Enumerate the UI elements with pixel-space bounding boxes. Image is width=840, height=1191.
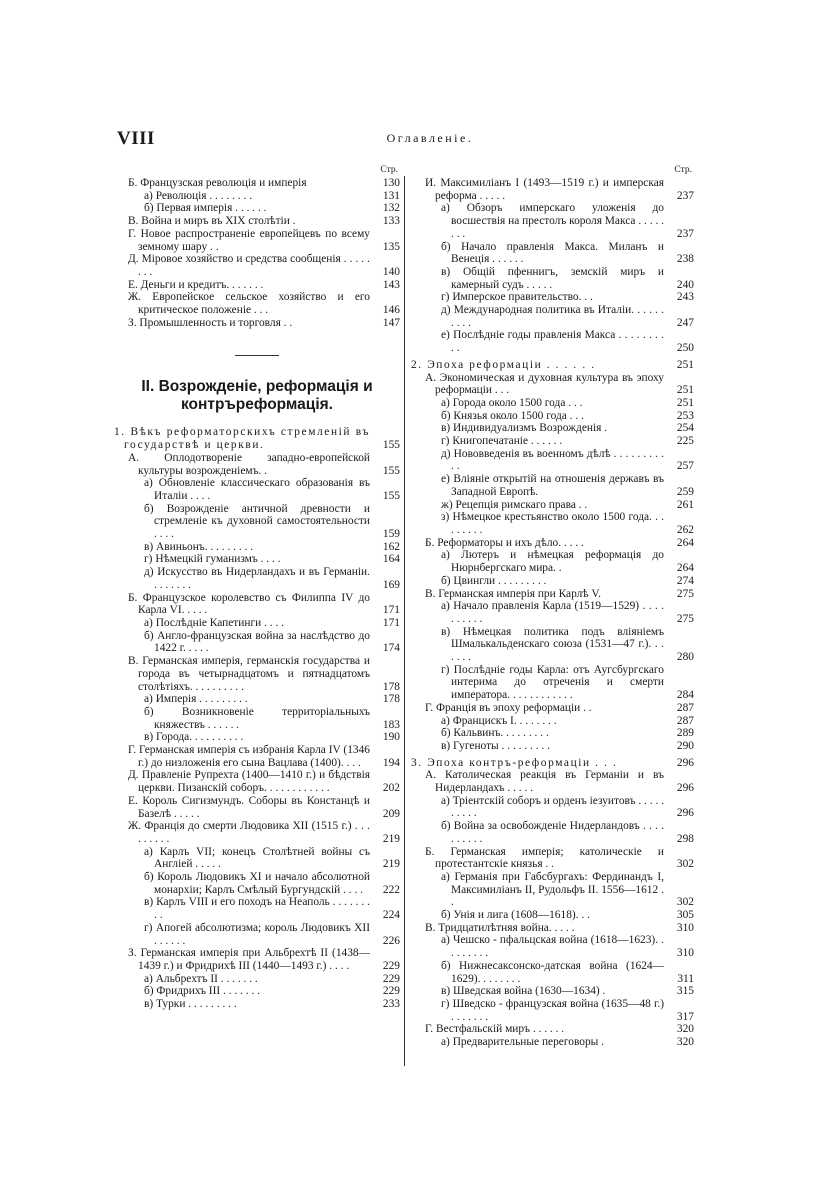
toc-entry-title: Б. Реформаторы и ихъ дѣло. . . . .	[425, 536, 584, 549]
toc-entry[interactable]	[114, 317, 400, 330]
toc-entry-title: 2. Эпоха реформаціи . . . . . .	[411, 358, 596, 371]
toc-entry[interactable]	[411, 702, 694, 715]
toc-entry-page: 155	[382, 489, 400, 502]
toc-entry-page: 169	[382, 578, 400, 591]
toc-entry-title: в) Нѣмецкая политика подъ вліяніемъ Шмалькальденскаго союза (1531—47 г.). . . . . . .	[441, 625, 664, 664]
toc-entry-title: а) Предварительные переговоры .	[441, 1036, 604, 1049]
toc-entry-title: В. Война и миръ въ XIX столѣтіи .	[128, 215, 296, 228]
toc-entry-title: а) Обзоръ имперскаго уложенія до восшествія на престолъ короля Макса . . . . . . . .	[441, 202, 664, 240]
toc-entry-title: А. Католическая реакція въ Германіи и въ Нидерландахъ . . . . .	[425, 769, 664, 795]
toc-entry-page: 183	[382, 718, 400, 731]
toc-entry-title: В. Германская имперія при Карлѣ V.	[425, 587, 601, 600]
toc-entry[interactable]	[411, 769, 694, 794]
toc-entry-title: Д. Міровое хозяйство и средства сообщенія . . . . . . . .	[128, 253, 370, 278]
toc-entry-title: г) Имперское правительство. . .	[441, 291, 593, 304]
toc-entry-title: в) Турки . . . . . . . . .	[144, 998, 237, 1011]
toc-entry-title: ж) Рецепція римскаго права . .	[441, 498, 588, 511]
toc-entry-title: б) Нижнесаксонско-датская война (1624—1629). . . . . . . .	[441, 959, 664, 985]
toc-entry[interactable]	[411, 588, 694, 601]
toc-entry-title: г) Шведско - французская война (1635—48 г.) . . . . . . .	[441, 998, 664, 1023]
toc-entry[interactable]	[411, 241, 694, 266]
toc-entry-page: 315	[676, 985, 694, 998]
toc-entry[interactable]	[114, 820, 400, 845]
toc-entry[interactable]	[114, 452, 400, 477]
toc-entry-title: Ж. Европейское сельское хозяйство и его критическое положеніе . . .	[128, 291, 370, 317]
toc-entry-page: 298	[676, 832, 694, 845]
toc-entry[interactable]	[114, 426, 400, 451]
toc-entry[interactable]	[114, 846, 400, 871]
toc-entry[interactable]	[411, 177, 694, 202]
toc-entry[interactable]	[411, 422, 694, 435]
toc-entry-title: Д. Правленіе Рупрехта (1400—1410 г.) и бѣдствія церкви. Пизанскій соборъ. . . . . . . . . . . .	[128, 769, 370, 795]
toc-entry-title: в) Гугеноты . . . . . . . . .	[441, 739, 550, 752]
toc-entry-page: 178	[382, 693, 400, 706]
toc-entry-page: 262	[676, 523, 694, 536]
toc-entry-page: 226	[382, 934, 400, 947]
toc-entry[interactable]	[114, 630, 400, 655]
toc-entry-page: 131	[382, 189, 400, 202]
toc-entry-title: Е. Король Сигизмундъ. Соборы въ Констанцѣ и Базелѣ . . . . .	[128, 794, 370, 820]
toc-entry-page: 275	[676, 587, 694, 600]
toc-entry-page: 257	[676, 460, 694, 473]
toc-entry-title: З. Германская имперія при Альбрехтѣ II (1438—1439 г.) и Фридрихѣ III (1440—1493 г.) . . . .	[128, 947, 370, 972]
toc-entry-page: 219	[382, 858, 400, 871]
toc-entry-page: 155	[382, 464, 400, 477]
toc-entry[interactable]	[411, 909, 694, 922]
toc-entry-title: а) Тріентскій соборъ и орденъ іезуитовъ . . . . . . . . . .	[441, 794, 664, 820]
toc-entry-title: Г. Новое распространеніе европейцевъ по всему земному шару . .	[128, 227, 370, 253]
toc-entry[interactable]	[114, 998, 400, 1011]
section-title: II. Возрожденіе, реформація и контръреформація.	[141, 378, 373, 414]
toc-entry[interactable]	[411, 664, 694, 702]
toc-entry-page: 275	[676, 612, 694, 625]
toc-entry[interactable]	[114, 922, 400, 947]
toc-entry-title: б) Фридрихъ III . . . . . . .	[144, 985, 261, 998]
toc-entry-page: 162	[382, 540, 400, 553]
toc-entry-page: 140	[382, 265, 400, 278]
toc-entry[interactable]	[114, 731, 400, 744]
toc-entry-title: а) Францискъ I. . . . . . . .	[441, 714, 557, 727]
toc-entry-page: 237	[676, 227, 694, 240]
toc-entry[interactable]	[411, 998, 694, 1023]
toc-entry[interactable]	[411, 448, 694, 473]
toc-entry-title: Г. Вестфальскій миръ . . . . . .	[425, 1023, 565, 1036]
toc-entry-page: 251	[676, 396, 694, 409]
toc-entry-title: д) Нововведенія въ военномъ дѣлѣ . . . . . . . . . . .	[441, 447, 664, 473]
toc-entry-page: 296	[676, 807, 694, 820]
toc-entry-page: 251	[676, 358, 694, 371]
toc-entry-page: 253	[676, 409, 694, 422]
toc-entry[interactable]	[114, 477, 400, 502]
toc-entry[interactable]	[114, 503, 400, 541]
toc-entry-title: в) Карлъ VIII и его походъ на Неаполь . . . . . . . . .	[144, 896, 370, 922]
toc-entry[interactable]	[114, 655, 400, 693]
toc-entry-page: 243	[676, 291, 694, 304]
toc-entry-page: 238	[676, 253, 694, 266]
toc-entry[interactable]	[114, 592, 400, 617]
toc-entry-title: а) Карлъ VII; конецъ Столѣтней войны съ Англіей . . . . .	[144, 845, 370, 871]
toc-entry-title: б) Англо-французская война за наслѣдство до 1422 г. . . . .	[144, 629, 370, 655]
toc-entry[interactable]	[411, 985, 694, 998]
column-divider	[404, 176, 405, 1066]
toc-entry[interactable]	[114, 617, 400, 630]
toc-entry[interactable]	[114, 769, 400, 794]
toc-entry[interactable]	[114, 541, 400, 554]
toc-entry[interactable]	[411, 715, 694, 728]
toc-entry[interactable]	[114, 291, 400, 316]
toc-entry-title: г) Послѣдніе годы Карла: отъ Аугсбургскаго интерима до отреченія и смерти императора. . . . . . . . . . . .	[441, 663, 664, 702]
toc-entry-page: 237	[676, 189, 694, 202]
toc-entry-page: 229	[382, 959, 400, 972]
toc-list-top	[114, 177, 400, 329]
toc-entry-page: 229	[382, 985, 400, 998]
toc-entry[interactable]	[114, 253, 400, 278]
toc-entry-page: 287	[676, 701, 694, 714]
toc-entry-title: а) Послѣдніе Капетинги . . . .	[144, 616, 285, 629]
toc-entry-title: А. Оплодотвореніе западно-европейской культуры возрожденіемъ. .	[128, 451, 370, 477]
toc-entry[interactable]	[114, 190, 400, 203]
toc-entry[interactable]	[411, 727, 694, 740]
toc-entry-title: д) Международная политика въ Италіи. . . . . . . . . .	[441, 304, 664, 329]
toc-entry-page: 250	[676, 342, 694, 355]
toc-entry-title: б) Возрожденіе античной древности и стремленіе къ духовной самостоятельности . . . .	[144, 502, 370, 541]
left-column	[114, 163, 400, 1011]
toc-entry[interactable]	[411, 537, 694, 550]
toc-entry-title: б) Кальвинъ. . . . . . . . .	[441, 727, 549, 740]
toc-entry-title: в) Общій пфеннигъ, земскій миръ и камерный судъ . . . . .	[441, 265, 664, 291]
toc-entry-page: 287	[676, 714, 694, 727]
toc-entry-title: в) Шведская война (1630—1634) .	[441, 985, 606, 998]
toc-entry-title: Ж. Франція до смерти Людовика XII (1515 г.) . . . . . . . . .	[128, 820, 370, 845]
running-title: Оглавленіе.	[386, 131, 474, 145]
toc-entry[interactable]	[114, 744, 400, 769]
toc-entry-title: а) Чешско - пфальцская война (1618—1623). . . . . . . . .	[441, 934, 664, 960]
toc-entry-page: 320	[676, 1023, 694, 1036]
toc-entry-title: б) Князья около 1500 года . . .	[441, 409, 584, 422]
toc-entry-page: 202	[382, 782, 400, 795]
toc-entry-page: 233	[382, 998, 400, 1011]
toc-entry-page: 251	[676, 384, 694, 397]
toc-entry[interactable]	[411, 740, 694, 753]
toc-entry[interactable]	[411, 600, 694, 625]
toc-entry-title: д) Искусство въ Нидерландахъ и въ Германіи. . . . . . . .	[144, 566, 370, 591]
right-column	[411, 163, 694, 1049]
toc-list	[411, 177, 694, 1049]
toc-entry-page: 280	[676, 651, 694, 664]
toc-entry[interactable]	[411, 304, 694, 329]
toc-entry-page: 296	[676, 782, 694, 795]
toc-entry-page: 247	[676, 316, 694, 329]
toc-entry-title: б) Первая имперія . . . . . .	[144, 202, 267, 215]
toc-entry-page: 284	[676, 689, 694, 702]
toc-entry-title: г) Апогей абсолютизма; король Людовикъ XII . . . . . .	[144, 921, 370, 947]
toc-entry-page: 296	[676, 756, 694, 769]
toc-entry[interactable]	[411, 511, 694, 536]
toc-entry-page: 289	[676, 727, 694, 740]
toc-entry[interactable]	[411, 1023, 694, 1036]
toc-entry-title: З. Промышленность и торговля . .	[128, 316, 293, 329]
toc-entry[interactable]	[411, 549, 694, 574]
toc-entry[interactable]	[411, 329, 694, 354]
toc-entry-title: Б. Германская имперія; католическіе и протестантскіе князья . .	[425, 845, 664, 871]
toc-entry-title: в) Авиньонъ. . . . . . . . .	[144, 540, 254, 553]
toc-entry[interactable]	[411, 410, 694, 423]
toc-entry-title: Б. Французская революція и имперія	[128, 177, 307, 189]
toc-entry-page: 178	[382, 680, 400, 693]
toc-entry[interactable]	[411, 473, 694, 498]
toc-entry[interactable]	[411, 922, 694, 935]
toc-entry-page: 194	[382, 756, 400, 769]
toc-entry-page: 171	[382, 616, 400, 629]
toc-entry[interactable]	[411, 1036, 694, 1049]
toc-entry[interactable]	[411, 435, 694, 448]
toc-entry[interactable]	[114, 202, 400, 215]
toc-entry-page: 240	[676, 278, 694, 291]
toc-entry-page: 209	[382, 807, 400, 820]
toc-entry[interactable]	[114, 228, 400, 253]
toc-entry-page: 302	[676, 858, 694, 871]
toc-entry[interactable]	[411, 575, 694, 588]
toc-entry-page: 320	[676, 1036, 694, 1049]
toc-entry-page: 159	[382, 528, 400, 541]
toc-entry[interactable]	[411, 291, 694, 304]
toc-entry[interactable]	[411, 757, 694, 770]
toc-entry-title: Е. Деньги и кредитъ. . . . . . .	[128, 278, 264, 291]
toc-entry-page: 302	[676, 896, 694, 909]
toc-entry[interactable]	[411, 846, 694, 871]
toc-entry-title: б) Война за освобожденіе Нидерландовъ . . . . . . . . . .	[441, 820, 664, 845]
toc-entry[interactable]	[411, 499, 694, 512]
toc-entry-page: 222	[382, 883, 400, 896]
folio-number: VIII	[117, 128, 155, 149]
toc-entry-title: в) Индивидуализмъ Возрожденія .	[441, 422, 608, 435]
toc-entry-page: 254	[676, 422, 694, 435]
toc-entry-page: 310	[676, 921, 694, 934]
toc-entry[interactable]	[411, 934, 694, 959]
toc-entry-title: 3. Эпоха контръ-реформаціи . . .	[411, 756, 618, 769]
toc-entry-title: б) Цвингли . . . . . . . . .	[441, 574, 547, 587]
toc-entry[interactable]	[114, 973, 400, 986]
toc-entry-title: а) Имперія . . . . . . . . .	[144, 693, 248, 706]
toc-entry[interactable]	[114, 215, 400, 228]
toc-entry[interactable]	[114, 566, 400, 591]
page-column-label: Стр.	[674, 165, 692, 175]
toc-entry-page: 264	[676, 562, 694, 575]
toc-entry[interactable]	[411, 626, 694, 664]
toc-entry[interactable]	[411, 397, 694, 410]
toc-entry-title: б) Возникновеніе территоріальныхъ княжествъ . . . . . .	[144, 705, 370, 731]
toc-entry-title: в) Города. . . . . . . . . .	[144, 731, 244, 744]
toc-entry-page: 264	[676, 536, 694, 549]
toc-entry-page: 164	[382, 553, 400, 566]
toc-entry-page: 147	[382, 316, 400, 329]
toc-entry-page: 155	[382, 439, 400, 452]
toc-entry-page: 171	[382, 604, 400, 617]
toc-entry[interactable]	[411, 871, 694, 909]
page-column-label: Стр.	[380, 165, 398, 175]
toc-entry-title: а) Обновленіе классическаго образованія въ Италіи . . . .	[144, 477, 370, 502]
toc-entry[interactable]	[114, 795, 400, 820]
toc-entry-page: 132	[382, 202, 400, 215]
toc-entry-title: е) Вліяніе открытій на отношенія державъ въ Западной Европѣ.	[441, 473, 664, 498]
toc-entry-title: а) Лютеръ и нѣмецкая реформація до Нюрнбергскаго мира. .	[441, 549, 664, 575]
toc-entry[interactable]	[411, 960, 694, 985]
toc-entry-title: а) Альбрехтъ II . . . . . . .	[144, 972, 258, 985]
toc-entry-title: а) Начало правленія Карла (1519—1529) . . . . . . . . . .	[441, 600, 664, 625]
toc-entry[interactable]	[114, 871, 400, 896]
section-divider	[235, 355, 279, 356]
toc-entry-title: г) Книгопечатаніе . . . . . .	[441, 435, 563, 448]
toc-entry-page: 133	[382, 215, 400, 228]
toc-entry[interactable]	[114, 896, 400, 921]
toc-entry-title: Г. Германская имперія съ избранія Карла IV (1346 г.) до низложенія его сына Вацлава (1400). . . .	[128, 744, 370, 769]
toc-entry-page: 143	[382, 278, 400, 291]
toc-entry-page: 290	[676, 739, 694, 752]
toc-entry-title: Б. Французское королевство съ Филиппа IV до Карла VI. . . . .	[128, 591, 370, 617]
toc-entry[interactable]	[114, 947, 400, 972]
toc-entry[interactable]	[114, 177, 400, 190]
toc-entry-page: 219	[382, 832, 400, 845]
toc-entry-page: 274	[676, 574, 694, 587]
toc-entry[interactable]	[114, 279, 400, 292]
toc-entry[interactable]	[411, 820, 694, 845]
toc-entry-title: Г. Франція въ эпоху реформаціи . .	[425, 701, 592, 714]
toc-entry-page: 174	[382, 642, 400, 655]
toc-entry-title: В. Тридцатилѣтняя война. . . . .	[425, 921, 575, 934]
toc-entry-title: б) Начало правленія Макса. Миланъ и Венеція . . . . . .	[441, 240, 664, 266]
toc-entry-page: 224	[382, 909, 400, 922]
toc-entry-title: А. Экономическая и духовная культура въ эпоху реформаціи . . .	[425, 371, 664, 397]
toc-entry[interactable]	[114, 706, 400, 731]
toc-entry-title: е) Послѣдніе годы правленія Макса . . . . . . . . . .	[441, 329, 664, 355]
toc-entry[interactable]	[411, 359, 694, 372]
toc-entry-page: 229	[382, 972, 400, 985]
toc-entry-page: 311	[677, 972, 694, 985]
toc-list	[114, 426, 400, 1010]
toc-entry-page: 135	[382, 240, 400, 253]
toc-entry-title: а) Города около 1500 года . . .	[441, 396, 583, 409]
toc-entry[interactable]	[114, 553, 400, 566]
toc-entry[interactable]	[114, 693, 400, 706]
toc-entry[interactable]	[411, 372, 694, 397]
toc-entry-title: В. Германская имперія, германскія государства и города въ четырнадцатомъ и пятнадцатомъ столѣтіяхъ. . . . . . . . . .	[128, 655, 370, 693]
toc-entry-title: б) Король Людовикъ XI и начало абсолютной монархіи; Карлъ Смѣлый Бургундскій . . . .	[144, 871, 370, 896]
toc-entry-title: з) Нѣмецкое крестьянство около 1500 года. . . . . . . . .	[441, 511, 664, 536]
toc-entry-page: 305	[676, 909, 694, 922]
toc-entry-page: 317	[676, 1010, 694, 1023]
toc-entry-page: 146	[382, 304, 400, 317]
toc-entry[interactable]	[411, 795, 694, 820]
toc-entry-page: 130	[382, 177, 400, 189]
toc-entry-page: 190	[382, 731, 400, 744]
toc-entry-title: г) Нѣмецкій гуманизмъ . . . .	[144, 553, 281, 566]
toc-entry-page: 225	[676, 435, 694, 448]
toc-entry[interactable]	[411, 266, 694, 291]
toc-entry-page: 259	[676, 485, 694, 498]
toc-entry-title: а) Революція . . . . . . . .	[144, 189, 253, 202]
toc-entry-title: а) Германія при Габсбургахъ: Фердинандъ I, Максимиліанъ II, Рудольфъ II. 1556—1612 . .	[441, 870, 664, 909]
toc-entry-page: 261	[676, 498, 694, 511]
toc-entry[interactable]	[114, 985, 400, 998]
toc-entry-title: И. Максимиліанъ I (1493—1519 г.) и имперская реформа . . . . .	[425, 177, 664, 202]
toc-entry[interactable]	[411, 202, 694, 240]
toc-entry-title: б) Унія и лига (1608—1618). . .	[441, 909, 590, 922]
toc-entry-page: 310	[676, 947, 694, 960]
toc-entry-title: 1. Вѣкъ реформаторскихъ стремленій въ государствѣ и церкви.	[114, 426, 370, 452]
